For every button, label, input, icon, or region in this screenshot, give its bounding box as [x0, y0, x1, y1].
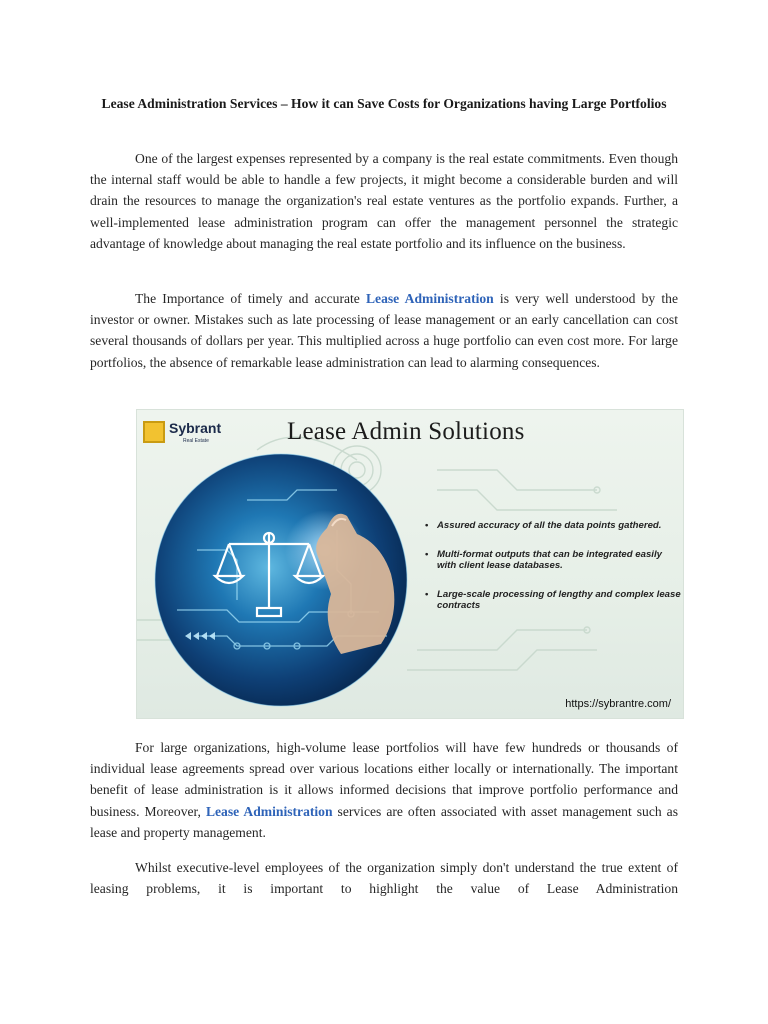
lease-administration-link[interactable]: Lease Administration: [365, 291, 494, 306]
logo-subtitle: Real Estate: [183, 438, 209, 444]
banner-title: Lease Admin Solutions: [287, 418, 525, 445]
sybrant-logo-icon: [143, 421, 165, 443]
paragraph-3: [90, 737, 678, 843]
paragraph-2: [90, 288, 678, 373]
logo-name: Sybrant: [169, 420, 222, 436]
paragraph-2-text-end: is very well understood by the investor or owner. Mistakes such as late processing of lease management or an early cancellation can cost several thousands of dollars per year. This multiplied across a huge portfolio can even cost more. For large portfolios, the absence of remarkable lease administration can lead to alarming consequences.: [90, 291, 678, 370]
paragraph-2-text-start: The Importance of timely and accurate: [135, 291, 366, 306]
paragraph-3-text-start: For large organizations, high-volume lease portfolios will have few hundreds or thousands of individual lease agreements spread over various locations either locally or internationally. The important benefit of lease administration is it allows informed decisions that improve portfolio performance and business. Moreover,: [90, 740, 678, 819]
paragraph-1: One of the largest expenses represented by a company is the real estate commitments. Even though the internal staff would be able to handle a few projects, it might become a considerable burden and will drain the resources to manage the organization's real estate ventures as the portfolio expands. Further, a well-implemented lease administration program can offer the management personnel the strategic advantage of knowledge about managing the real estate portfolio and its influence on the business.: [90, 151, 678, 251]
banner-bullet: • Assured accuracy of all the data points gathered.: [425, 520, 681, 532]
document-title: Lease Administration Services – How it can Save Costs for Organizations having Large Portfolios: [101, 96, 667, 111]
lease-admin-banner-image: [136, 409, 684, 719]
paragraph-3-text-end: services are often associated with asset management such as lease and property management.: [90, 803, 678, 840]
sybrant-logo: [143, 418, 227, 448]
lease-administration-link-2[interactable]: Lease Administration: [205, 803, 333, 819]
banner-bullet: • Large-scale processing of lengthy and complex lease contracts: [425, 589, 681, 612]
banner-bullet-list: [425, 520, 681, 629]
banner-bullet: • Multi-format outputs that can be integrated easily with client lease databases.: [425, 549, 681, 572]
banner-url: https://sybrantre.com/: [565, 698, 671, 710]
paragraph-4: Whilst executive-level employees of the organization simply don't understand the true extent of leasing problems, it is important to highlight the value of Lease Administration: [90, 860, 678, 897]
